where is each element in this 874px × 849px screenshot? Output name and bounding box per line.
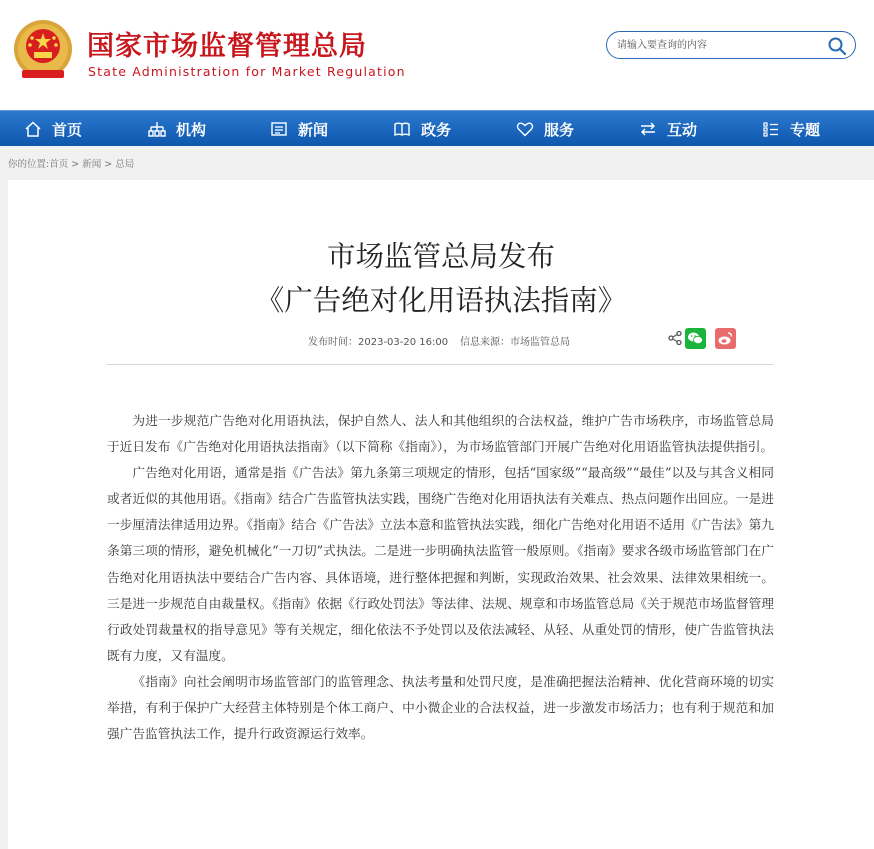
- breadcrumb: [8, 156, 134, 170]
- nav-item-interaction[interactable]: [639, 111, 697, 147]
- breadcrumb-separator: >: [68, 159, 83, 170]
- org-chart-icon: [148, 120, 166, 138]
- main-nav: [0, 110, 874, 146]
- article-paragraph: 为进一步规范广告绝对化用语执法，保护自然人、法人和其他组织的合法权益，维护广告市场秩序，市场监管总局于近日发布《广告绝对化用语执法指南》（以下简称《指南》），为市场监管部门开展广告绝对化用语监管执法提供指引。: [107, 413, 774, 455]
- breadcrumb-link-news[interactable]: 新闻: [82, 159, 102, 170]
- nav-item-service[interactable]: [516, 111, 574, 147]
- book-icon: [393, 120, 411, 138]
- nav-label: 机构: [176, 120, 207, 139]
- nav-label: 互动: [667, 120, 698, 139]
- search-icon[interactable]: [827, 36, 847, 56]
- heart-icon: [516, 120, 534, 138]
- site-subtitle: State Administration for Market Regulation: [88, 64, 406, 79]
- nav-item-government[interactable]: [393, 111, 451, 147]
- publish-time: 发布时间：2023-03-20 16:00: [308, 337, 449, 348]
- breadcrumb-link-home[interactable]: 首页: [49, 159, 69, 170]
- article-title-line-2: 《广告绝对化用语执法指南》: [255, 284, 627, 317]
- article-paragraph: 广告绝对化用语，通常是指《广告法》第九条第三项规定的情形，包括“国家级”“最高级”“最佳”以及与其含义相同或者近似的其他用语。《指南》结合广告监管执法实践，围绕广告绝对化用语执法有关难点、热点问题作出回应。一是进一步厘清法律适用边界。《指南》结合《广告法》立法本意和监管执法实践，细化广告绝对化用语不适用《广告法》第九条第三项的情形，避免机械化“一刀切”式执法。二是进一步明确执法监管一般原则。《指南》要求各级市场监管部门在广告绝对化用语执法中要结合广告内容、具体语境，进行整体把握和判断，实现政治效果、社会效果、法律效果相统一。三是进一步规范自由裁量权。《指南》依据《行政处罚法》等法律、法规、规章和市场监管总局《关于规范市场监督管理行政处罚裁量权的指导意见》等有关规定，细化依法不予处罚以及依法减轻、从轻、从重处罚的情形，使广告监管执法既有力度，又有温度。: [107, 465, 774, 663]
- list-icon: [762, 120, 780, 138]
- article-paragraph: 《指南》向社会阐明市场监管部门的监管理念、执法考量和处罚尺度，是准确把握法治精神、优化营商环境的切实举措，有利于保护广大经营主体特别是个体工商户、中小微企业的合法权益，进一步激发市场活力；也有利于规范和加强广告监管执法工作，提升行政资源运行效率。: [107, 673, 774, 742]
- article-source: 信息来源：市场监管总局: [460, 337, 570, 348]
- national-emblem-icon: [12, 18, 74, 84]
- article-body: [107, 408, 774, 747]
- nav-label: 首页: [52, 120, 83, 139]
- site-header: [0, 0, 874, 110]
- news-icon: [270, 120, 288, 138]
- search-box: [606, 31, 856, 59]
- breadcrumb-prefix: 你的位置:: [8, 159, 50, 170]
- wechat-icon[interactable]: [685, 328, 706, 349]
- nav-item-topics[interactable]: [762, 111, 820, 147]
- breadcrumb-link-hq[interactable]: 总局: [115, 159, 135, 170]
- nav-label: 服务: [544, 120, 575, 139]
- article-panel: [8, 180, 874, 849]
- article-title-line-1: 市场监管总局发布: [326, 240, 555, 273]
- home-icon: [24, 120, 42, 138]
- weibo-icon[interactable]: [715, 328, 736, 349]
- nav-item-org[interactable]: [148, 111, 206, 147]
- exchange-icon: [639, 120, 657, 138]
- meta-divider: [106, 364, 774, 365]
- nav-label: 政务: [421, 120, 452, 139]
- nav-label: 专题: [790, 120, 821, 139]
- site-title: 国家市场监督管理总局: [87, 31, 367, 62]
- search-input[interactable]: [617, 36, 817, 54]
- nav-label: 新闻: [298, 120, 329, 139]
- share-icon[interactable]: [667, 330, 683, 346]
- breadcrumb-separator: >: [101, 159, 116, 170]
- nav-item-home[interactable]: [24, 111, 82, 147]
- nav-item-news[interactable]: [270, 111, 328, 147]
